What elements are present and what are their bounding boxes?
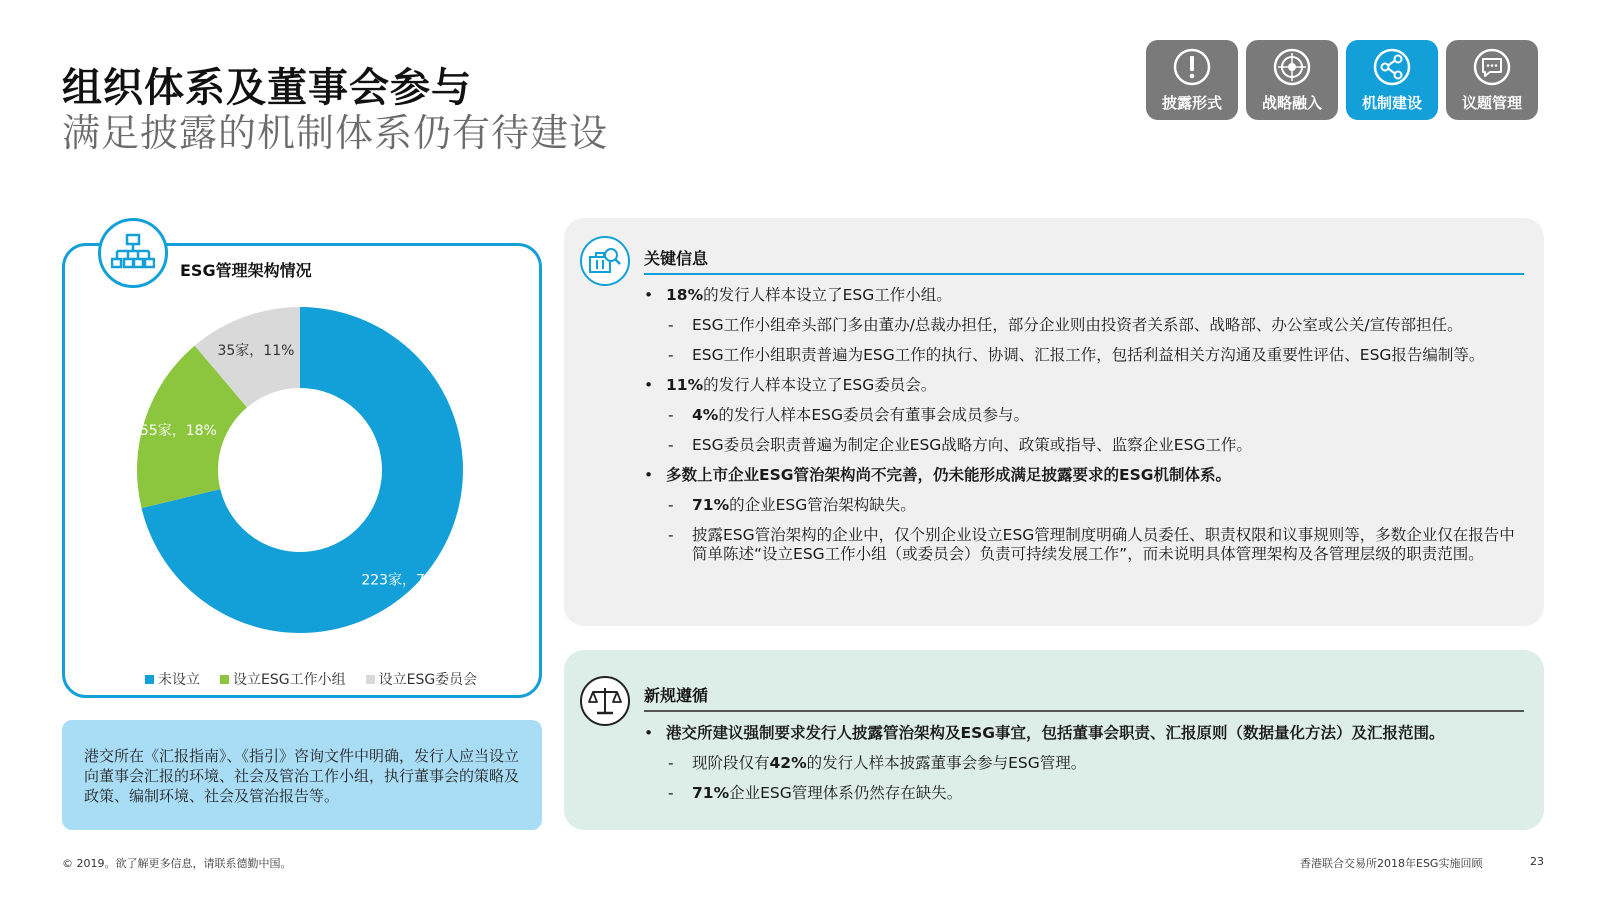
chart-title: ESG管理架构情况 (180, 261, 312, 280)
stat-value: 18% (666, 286, 704, 304)
stat-value: 4% (692, 406, 719, 424)
legend-swatch (366, 675, 375, 684)
hkex-note-box (62, 720, 542, 830)
list-text: 多数上市企业ESG管治架构尚不完善，仍未能形成满足披露要求的ESG机制体系。 (666, 466, 1231, 484)
stat-value: 71% (692, 784, 730, 802)
list-text: ESG工作小组职责普遍为ESG工作的执行、协调、汇报工作，包括利益相关方沟通及重要性评估、ESG报告编制等。 (692, 346, 1485, 364)
legend-swatch (220, 675, 229, 684)
donut-data-label: 55家，18% (139, 423, 217, 440)
legend-label: 设立ESG委员会 (378, 672, 478, 688)
list-text: 的发行人样本ESG委员会有董事会成员参与。 (718, 406, 1029, 424)
list-item (644, 466, 1524, 485)
regulation-icon-badge (580, 676, 630, 726)
list-text: 港交所建议强制要求发行人披露管治架构及ESG事宜，包括董事会职责、汇报原则（数据量化方法）及汇报范围。 (666, 724, 1445, 742)
chart-legend (145, 669, 477, 689)
tab-label: 披露形式 (1161, 94, 1222, 112)
tab-label: 议题管理 (1461, 94, 1522, 112)
regulation-divider (644, 710, 1524, 712)
footer-report-title: 香港联合交易所2018年ESG实施回顾 (1300, 857, 1483, 870)
tab-mechanism-building[interactable] (1346, 40, 1438, 120)
donut-data-label: 223家，71% (361, 572, 448, 589)
list-subitem (644, 436, 1524, 455)
key-info-heading: 关键信息 (644, 249, 709, 268)
list-item (644, 286, 1524, 305)
list-text: 企业ESG管理体系仍然存在缺失。 (729, 784, 963, 802)
list-text: 的企业ESG管治架构缺失。 (729, 496, 916, 514)
donut-chart (120, 290, 480, 650)
stat-value: 71% (692, 496, 730, 514)
legend-label: 设立ESG工作小组 (233, 672, 346, 688)
tab-topic-management[interactable] (1446, 40, 1538, 120)
tab-strategy-integration[interactable] (1246, 40, 1338, 120)
page-title: 组织体系及董事会参与 (62, 65, 472, 111)
key-info-icon-badge (580, 236, 630, 286)
stat-value: 11% (666, 376, 704, 394)
footer-copyright: © 2019。欲了解更多信息，请联系德勤中国。 (62, 857, 292, 870)
legend-item-committee (366, 669, 478, 689)
list-item (644, 376, 1524, 395)
list-text: 的发行人样本设立了ESG委员会。 (703, 376, 937, 394)
section-nav (1146, 40, 1538, 120)
org-chart-icon-badge (98, 218, 168, 288)
legend-swatch (145, 675, 154, 684)
list-text: 披露ESG管治架构的企业中，仅个别企业设立ESG管理制度明确人员委任、职责权限和议事规则等，多数企业仅在报告中简单陈述“设立ESG工作小组（或委员会）负责可持续发展工作”，而未说明具体管理架构及各管理层级的职责范围。 (692, 526, 1515, 563)
key-info-divider (644, 273, 1524, 275)
tab-label: 战略融入 (1261, 94, 1322, 112)
list-subitem (644, 784, 1524, 803)
org-chart-icon (111, 233, 155, 273)
chat-icon (1472, 47, 1512, 87)
regulation-list (644, 724, 1524, 814)
list-text: ESG工作小组牵头部门多由董办/总裁办担任，部分企业则由投资者关系部、战略部、办公室或公关/宣传部担任。 (692, 316, 1463, 334)
list-subitem (644, 526, 1524, 564)
share-icon (1372, 47, 1412, 87)
legend-item-working-group (220, 669, 346, 689)
search-briefcase-icon (588, 246, 622, 276)
list-text: 现阶段仅有 (692, 754, 770, 772)
regulation-heading: 新规遵循 (644, 686, 709, 705)
list-text: ESG委员会职责普遍为制定企业ESG战略方向、政策或指导、监察企业ESG工作。 (692, 436, 1252, 454)
list-subitem (644, 406, 1524, 425)
target-icon (1272, 47, 1312, 87)
list-subitem (644, 316, 1524, 335)
list-subitem (644, 496, 1524, 515)
page-subtitle: 满足披露的机制体系仍有待建设 (62, 111, 609, 155)
legend-item-not-set (145, 669, 200, 689)
tab-disclosure-format[interactable] (1146, 40, 1238, 120)
donut-data-label: 35家，11% (217, 342, 295, 359)
note-text: 港交所在《汇报指南》、《指引》咨询文件中明确，发行人应当设立向董事会汇报的环境、社会及管治工作小组，执行董事会的策略及政策、编制环境、社会及管治报告等。 (84, 747, 520, 805)
key-info-list (644, 286, 1524, 575)
list-text: 的发行人样本披露董事会参与ESG管理。 (806, 754, 1087, 772)
legend-label: 未设立 (158, 672, 200, 688)
page-number: 23 (1530, 855, 1544, 868)
list-subitem (644, 754, 1524, 773)
list-item (644, 724, 1524, 743)
exclamation-icon (1172, 47, 1212, 87)
tab-label: 机制建设 (1361, 94, 1422, 112)
list-text: 的发行人样本设立了ESG工作小组。 (703, 286, 952, 304)
stat-value: 42% (769, 754, 807, 772)
list-subitem (644, 346, 1524, 365)
scale-icon (588, 685, 622, 717)
